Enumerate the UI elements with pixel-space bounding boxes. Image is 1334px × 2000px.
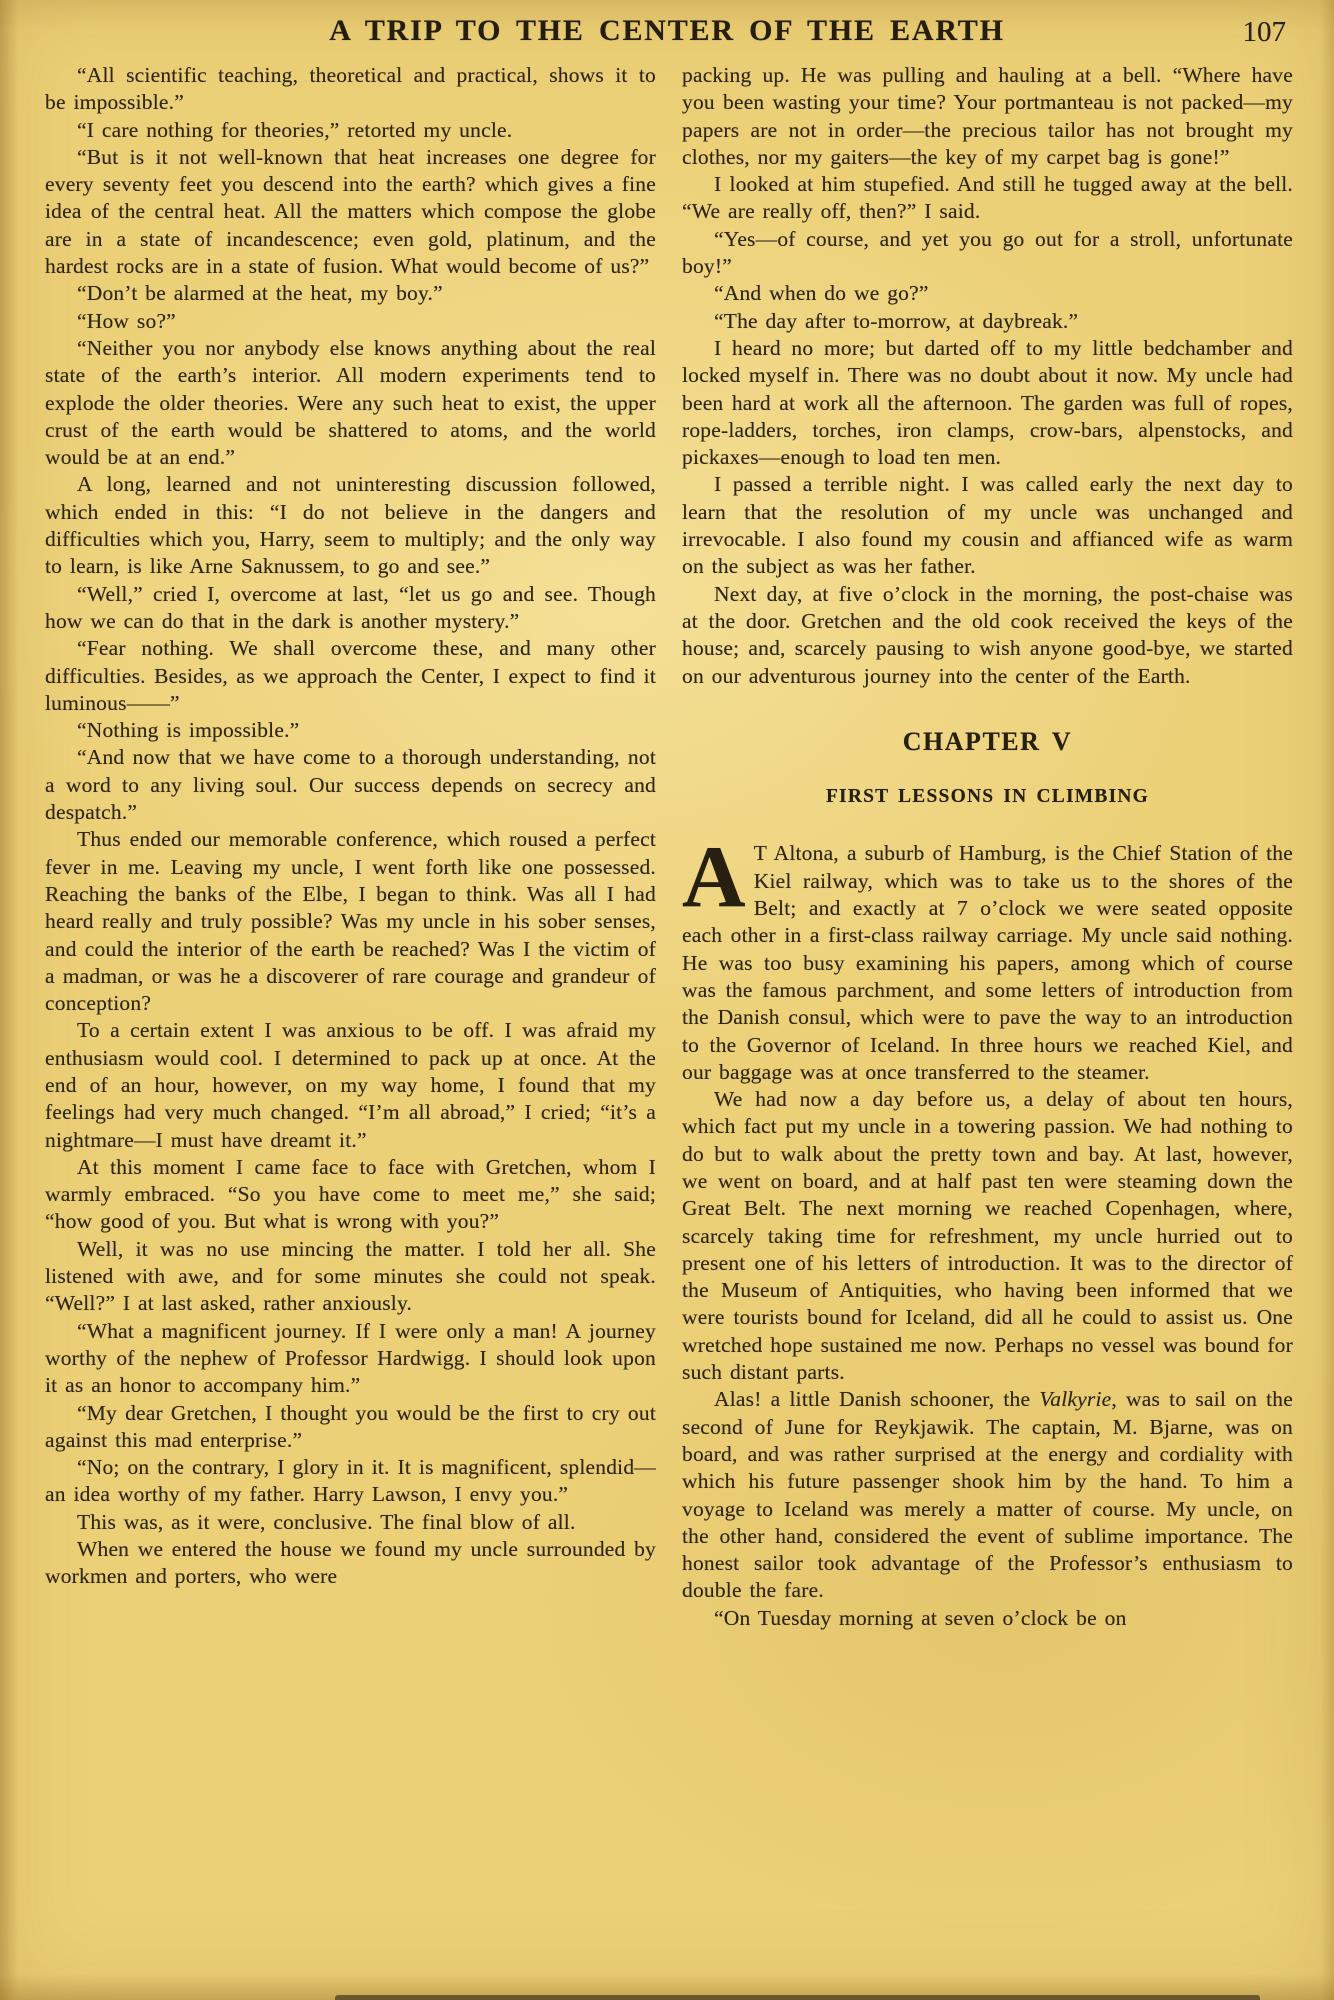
paragraph: Thus ended our memorable conference, which roused a perfect fever in me. Leaving my uncle, I went forth like one possessed. Reaching the banks of the Elbe, I began to think. Was all I had heard really and truly possible? Was my uncle in his sober senses, and could the interior of the earth be reached? Was I the victim of a madman, or was he a discoverer of rare courage and grandeur of conception? [45,827,656,1016]
page-number: 107 [1242,16,1286,48]
paragraph: “Well,” cried I, overcome at last, “let us go and see. Though how we can do that in the dark is another mystery.” [45,581,656,633]
paragraph: When we entered the house we found my uncle surrounded by workmen and porters, who were [45,1537,656,1589]
chapter-opening-paragraph [682,829,1293,1086]
paragraph: “Nothing is impossible.” [77,718,300,743]
paragraph-text: T Altona, a suburb of Hamburg, is the Chief Station of the Kiel railway, which was to take us to the shores of the Belt; and exactly at 7 o’clock we were seated opposite each other in a first-class railway carriage. My uncle said nothing. He was too busy examining his papers, among which of course was the famous parchment, and some letters of introduction from the Danish consul, which were to pave the way to an introduction to the Governor of Iceland. In three hours we reached Kiel, and our baggage was at once transferred to the steamer. [682,841,1293,1084]
paragraph: “Yes—of course, and yet you go out for a stroll, unfortunate boy!” [682,226,1293,279]
running-head [0,14,1334,48]
paragraph: Next day, at five o’clock in the morning, the post-chaise was at the door. Gretchen and the old cook received the keys of the house; and, scarcely pausing to wish anyone good-bye, we started on our adventurous journey into the center of the Earth. [682,581,1293,688]
ship-name-italic: Valkyrie [1039,1387,1112,1412]
paragraph: Well, it was no use mincing the matter. I told her all. She listened with awe, and for some minutes she could not speak. “Well?” I at last asked, rather anxiously. [45,1236,656,1316]
paragraph: A long, learned and not uninteresting discussion followed, which ended in this: “I do not believe in the dangers and difficulties which you, Harry, seem to multiply; and the only way to learn, is like Arne Saknussem, to go and see.” [45,472,656,579]
paragraph: I looked at him stupefied. And still he tugged away at the bell. “We are really off, then?” I said. [682,172,1293,224]
right-column [682,62,1293,1632]
left-column [45,62,656,1632]
paragraph: “How so?” [77,308,176,333]
paragraph: “The day after to-morrow, at daybreak.” [714,308,1079,333]
paragraph [682,1386,1293,1604]
chapter-heading: CHAPTER V [902,726,1073,756]
paragraph: I heard no more; but darted off to my little bedchamber and locked myself in. There was no doubt about it now. My uncle had been hard at work all the afternoon. The garden was full of ropes, rope-ladders, torches, iron clamps, crow-bars, alpenstocks, and pickaxes—enough to load ten men. [682,335,1293,470]
paragraph: “And when do we go?” [714,281,929,306]
paragraph-text: , was to sail on the second of June for Reykjawik. The captain, M. Bjarne, was on board, and was rather surprised at the energy and cordiality with which his future passenger shook him by the hand. To him a voyage to Iceland was merely a matter of course. My uncle, on the other hand, considered the event of sublime importance. The honest sailor took advantage of the Professor’s enthusiasm to double the fare. [682,1387,1293,1603]
paragraph: “Neither you nor anybody else knows anything about the real state of the earth’s interior. All modern experiments tend to explode the older theories. Were any such heat to exist, the upper crust of the earth would be shattered to atoms, and the world would be at an end.” [45,335,656,470]
paragraph: “My dear Gretchen, I thought you would be the first to cry out against this mad enterprise.” [45,1400,656,1452]
paragraph: This was, as it were, conclusive. The final blow of all. [77,1509,576,1534]
paragraph: “But is it not well-known that heat increases one degree for every seventy feet you descend into the earth? which gives a fine idea of the central heat. All the matters which compose the globe are in a state of incandescence; even gold, platinum, and the hardest rocks are in a state of fusion. What would become of us?” [45,144,656,279]
paragraph: To a certain extent I was anxious to be off. I was afraid my enthusiasm would cool. I determined to pack up at once. At the end of an hour, however, on my way home, I found that my feelings had very much changed. “I’m all abroad,” I cried; “it’s a nightmare—I must have dreamt it.” [45,1018,656,1152]
paragraph: At this moment I came face to face with Gretchen, whom I warmly embraced. “So you have come to meet me,” she said; “how good of you. But what is wrong with you?” [45,1154,656,1234]
scan-edge-artifact [335,1995,1260,2000]
paragraph: “No; on the contrary, I glory in it. It is magnificent, splendid—an idea worthy of my father. Harry Lawson, I envy you.” [45,1455,656,1507]
paragraph: “I care nothing for theories,” retorted my uncle. [77,117,513,142]
page-title: A TRIP TO THE CENTER OF THE EARTH [329,14,1005,47]
text-columns [45,62,1293,1632]
paragraph: “What a magnificent journey. If I were only a man! A journey worthy of the nephew of Professor Hardwigg. I should look upon it as an honor to accompany him.” [45,1318,656,1398]
paragraph: “On Tuesday morning at seven o’clock be on [714,1605,1127,1630]
paragraph-text: Alas! a little Danish schooner, the [714,1387,1040,1412]
paragraph: I passed a terrible night. I was called early the next day to learn that the resolution of my uncle was unchanged and irrevocable. I also found my cousin and affianced wife as warm on the subject as was her father. [682,472,1293,579]
paragraph: “All scientific teaching, theoretical and practical, shows it to be impossible.” [45,63,656,115]
paragraph: packing up. He was pulling and hauling at a bell. “Where have you been wasting your time? Your portmanteau is not packed—my papers are not in order—the precious tailor has not brought my clothes, nor my gaiters—the key of my carpet bag is gone!” [682,63,1293,169]
paragraph: “Fear nothing. We shall overcome these, and many other difficulties. Besides, as we approach the Center, I expect to find it luminous——” [45,636,656,715]
paragraph: We had now a day before us, a delay of about ten hours, which fact put my uncle in a towering passion. We had nothing to do but to walk about the pretty town and bay. At last, however, we went on board, and at half past ten were steaming down the Great Belt. The next morning we reached Copenhagen, where, scarcely taking time for refreshment, my uncle hurried out to present one of his letters of introduction. It was to the director of the Museum of Antiquities, who having been informed that we were tourists bound for Iceland, did all he could to assist us. One wretched hope sustained me now. Perhaps no vessel was bound for such distant parts. [682,1087,1293,1385]
paragraph: “And now that we have come to a thorough understanding, not a word to any living soul. Our success depends on secrecy and despatch.” [45,745,656,825]
chapter-subheading: FIRST LESSONS IN CLIMBING [825,786,1150,808]
paragraph: “Don’t be alarmed at the heat, my boy.” [77,281,443,306]
drop-cap: A [682,829,746,927]
